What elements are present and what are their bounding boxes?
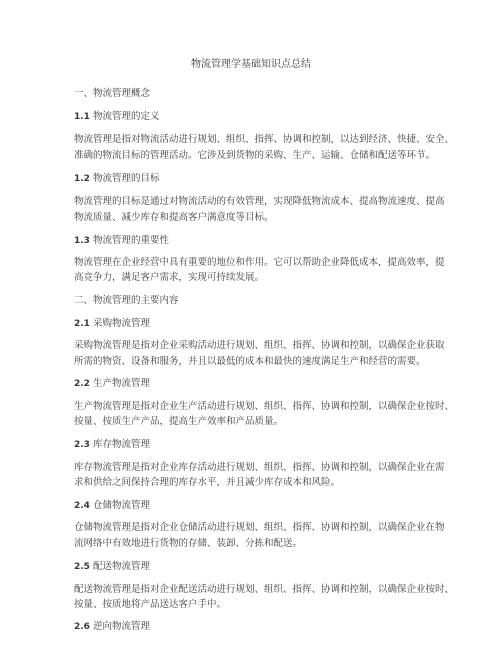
section-number: 2.1 bbox=[74, 319, 90, 329]
section-heading-text: 配送物流管理 bbox=[92, 561, 150, 572]
section-heading-text: 二、物流管理的主要内容 bbox=[74, 295, 179, 306]
section-number: 1.1 bbox=[74, 112, 90, 122]
section-heading-text: 库存物流管理 bbox=[92, 439, 150, 450]
document-title: 物流管理学基础知识点总结 bbox=[191, 59, 311, 70]
section-heading-text: 逆向物流管理 bbox=[92, 621, 150, 632]
section-heading bbox=[74, 294, 179, 307]
section-number: 2.2 bbox=[74, 379, 90, 389]
section-number: 2.3 bbox=[74, 440, 90, 450]
section-heading-text: 仓储物流管理 bbox=[92, 500, 150, 511]
paragraph-line: 高竞争力，满足客户需求，实现可持续发展。 bbox=[74, 272, 265, 283]
paragraph-line: 按量、按质生产产品，提高生产效率和产品质量。 bbox=[74, 416, 284, 427]
paragraph-line: 生产物流管理是指对企业生产活动进行规划、组织、指挥、协调和控制，以确保企业按时、 bbox=[74, 401, 455, 412]
section-number: 2.5 bbox=[74, 562, 90, 572]
paragraph-line: 仓储物流管理是指对企业仓储活动进行规划、组织、指挥、协调和控制，以确保企业在物 bbox=[74, 522, 445, 533]
section-heading-text: 一、物流管理概念 bbox=[74, 88, 151, 99]
section-number: 1.2 bbox=[74, 174, 90, 184]
section-heading-text: 物流管理的目标 bbox=[92, 173, 160, 184]
paragraph-line: 所需的物资、设备和服务，并且以最低的成本和最快的速度满足生产和经营的需要。 bbox=[74, 356, 426, 367]
section-heading-text: 物流管理的重要性 bbox=[92, 235, 169, 246]
section-heading bbox=[74, 110, 160, 124]
paragraph-line: 按量、按质地将产品送达客户手中。 bbox=[74, 599, 227, 610]
section-heading-text: 采购物流管理 bbox=[92, 318, 150, 329]
paragraph-line: 库存物流管理是指对企业库存活动进行规划、组织、指挥、协调和控制，以确保企业在需 bbox=[74, 462, 445, 473]
section-heading bbox=[74, 317, 150, 331]
section-number: 2.6 bbox=[74, 622, 90, 632]
section-heading-text: 物流管理的定义 bbox=[92, 111, 160, 122]
section-heading bbox=[74, 87, 150, 100]
section-heading bbox=[74, 377, 150, 391]
paragraph-line: 准确的物流目标的管理活动。它涉及到货物的采购、生产、运输、仓储和配送等环节。 bbox=[74, 150, 436, 161]
section-number: 1.3 bbox=[74, 236, 90, 246]
section-heading bbox=[74, 560, 150, 574]
section-heading bbox=[74, 620, 150, 634]
paragraph-line: 物流管理是指对物流活动进行规划、组织、指挥、协调和控制，以达到经济、快捷、安全、 bbox=[74, 134, 455, 145]
section-heading bbox=[74, 438, 150, 452]
section-heading-text: 生产物流管理 bbox=[92, 378, 150, 389]
paragraph-line: 流网络中有效地进行货物的存储、装卸、分拣和配送。 bbox=[74, 538, 303, 549]
paragraph-line: 采购物流管理是指对企业采购活动进行规划、组织、指挥、协调和控制，以确保企业获取 bbox=[74, 340, 445, 351]
paragraph-line: 物流管理在企业经营中具有重要的地位和作用。它可以帮助企业降低成本，提高效率，提 bbox=[74, 257, 445, 268]
section-heading bbox=[74, 499, 150, 513]
section-heading bbox=[74, 234, 169, 248]
section-number: 2.4 bbox=[74, 501, 90, 511]
paragraph-line: 物流质量、减少库存和提高客户满意度等目标。 bbox=[74, 212, 274, 223]
paragraph-line: 求和供给之间保持合理的库存水平，并且减少库存成本和风险。 bbox=[74, 477, 341, 488]
paragraph-line: 配送物流管理是指对企业配送活动进行规划、组织、指挥、协调和控制，以确保企业按时、 bbox=[74, 584, 455, 595]
paragraph-line: 物流管理的目标是通过对物流活动的有效管理，实现降低物流成本、提高物流速度、提高 bbox=[74, 196, 445, 207]
section-heading bbox=[74, 172, 160, 186]
